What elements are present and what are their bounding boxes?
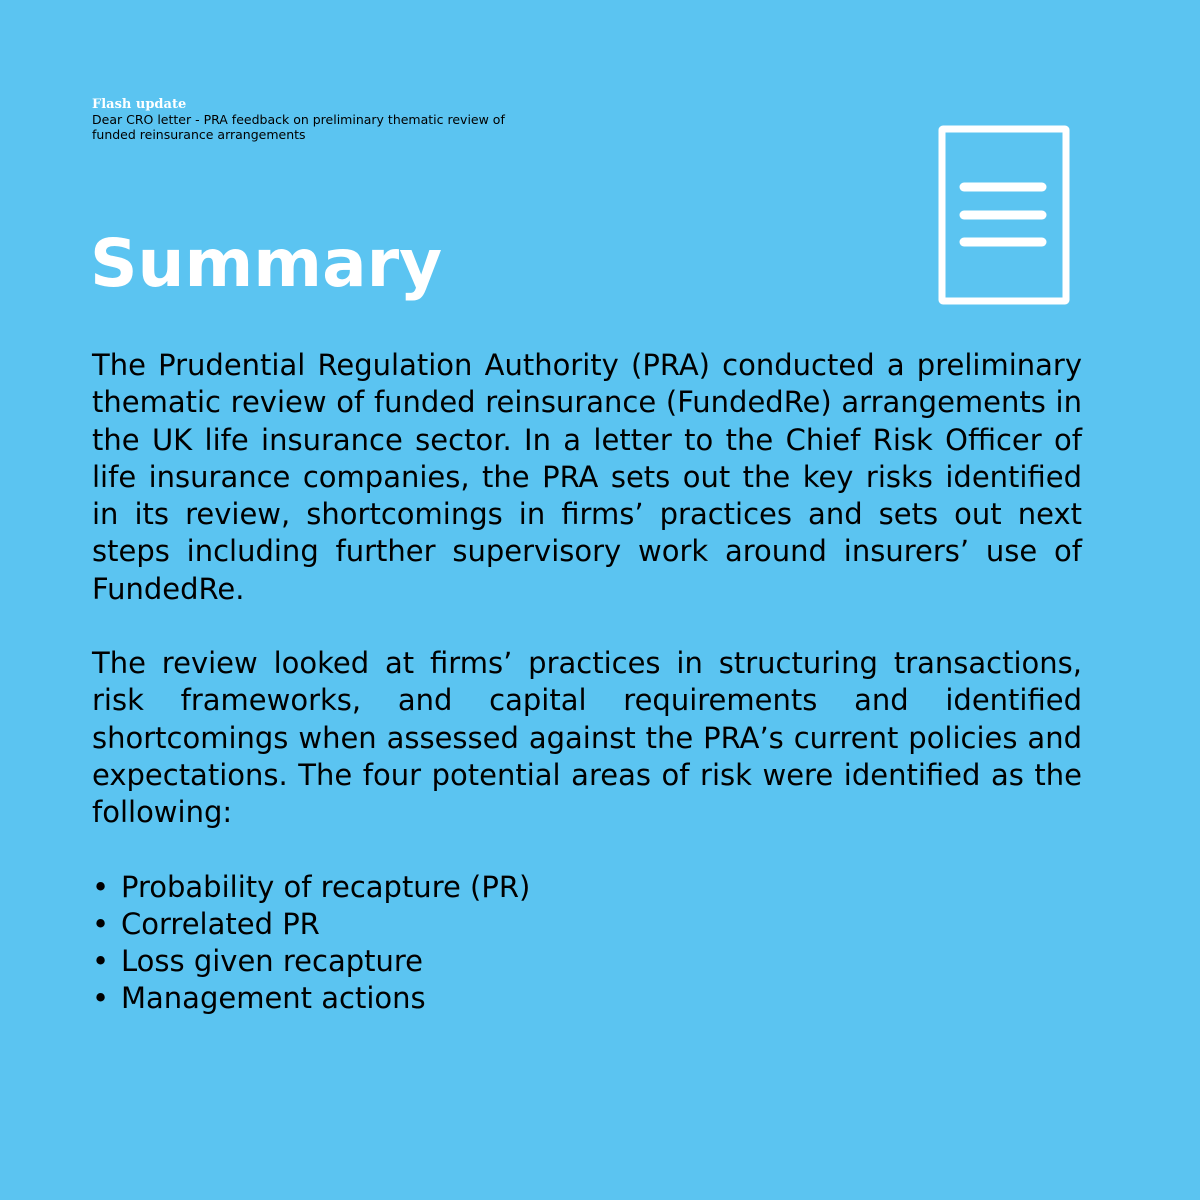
document-icon (938, 125, 1070, 305)
bullet-icon: • (92, 869, 110, 904)
kicker-label: Flash update (92, 97, 187, 112)
header-subtitle: Dear CRO letter - PRA feedback on preliminary thematic review of funded reinsurance arrangements (92, 112, 505, 142)
list-item-text: Correlated PR (121, 906, 320, 941)
list-item-text: Loss given recapture (121, 944, 424, 979)
list-item (92, 906, 1082, 943)
list-item-text: Management actions (121, 981, 426, 1016)
bullet-icon: • (92, 944, 110, 979)
summary-body (92, 347, 1082, 1018)
bullet-icon: • (92, 981, 110, 1016)
list-item (92, 869, 1082, 906)
intro-paragraph: The Prudential Regulation Authority (PRA) conducted a preliminary thematic review of funded reinsurance (FundedRe) arrangements in the UK life insurance sector. In a letter to the Chief Risk Officer of life insurance companies, the PRA sets out the key risks identified in its review, shortcomings in firms’ practices and sets out next steps including further supervisory work around insurers’ use of FundedRe. (92, 348, 1082, 606)
list-item-text: Probability of recapture (PR) (121, 869, 531, 904)
header (92, 97, 512, 142)
list-item (92, 980, 1082, 1017)
review-paragraph: The review looked at firms’ practices in structuring transactions, risk frameworks, and capital requirements and identified shortcomings when assessed against the PRA’s current policies and expectations. The four potential areas of risk were identified as the following: (92, 646, 1082, 830)
list-item (92, 943, 1082, 980)
risk-list (92, 869, 1082, 1018)
bullet-icon: • (92, 906, 110, 941)
page-title: Summary (90, 225, 443, 302)
